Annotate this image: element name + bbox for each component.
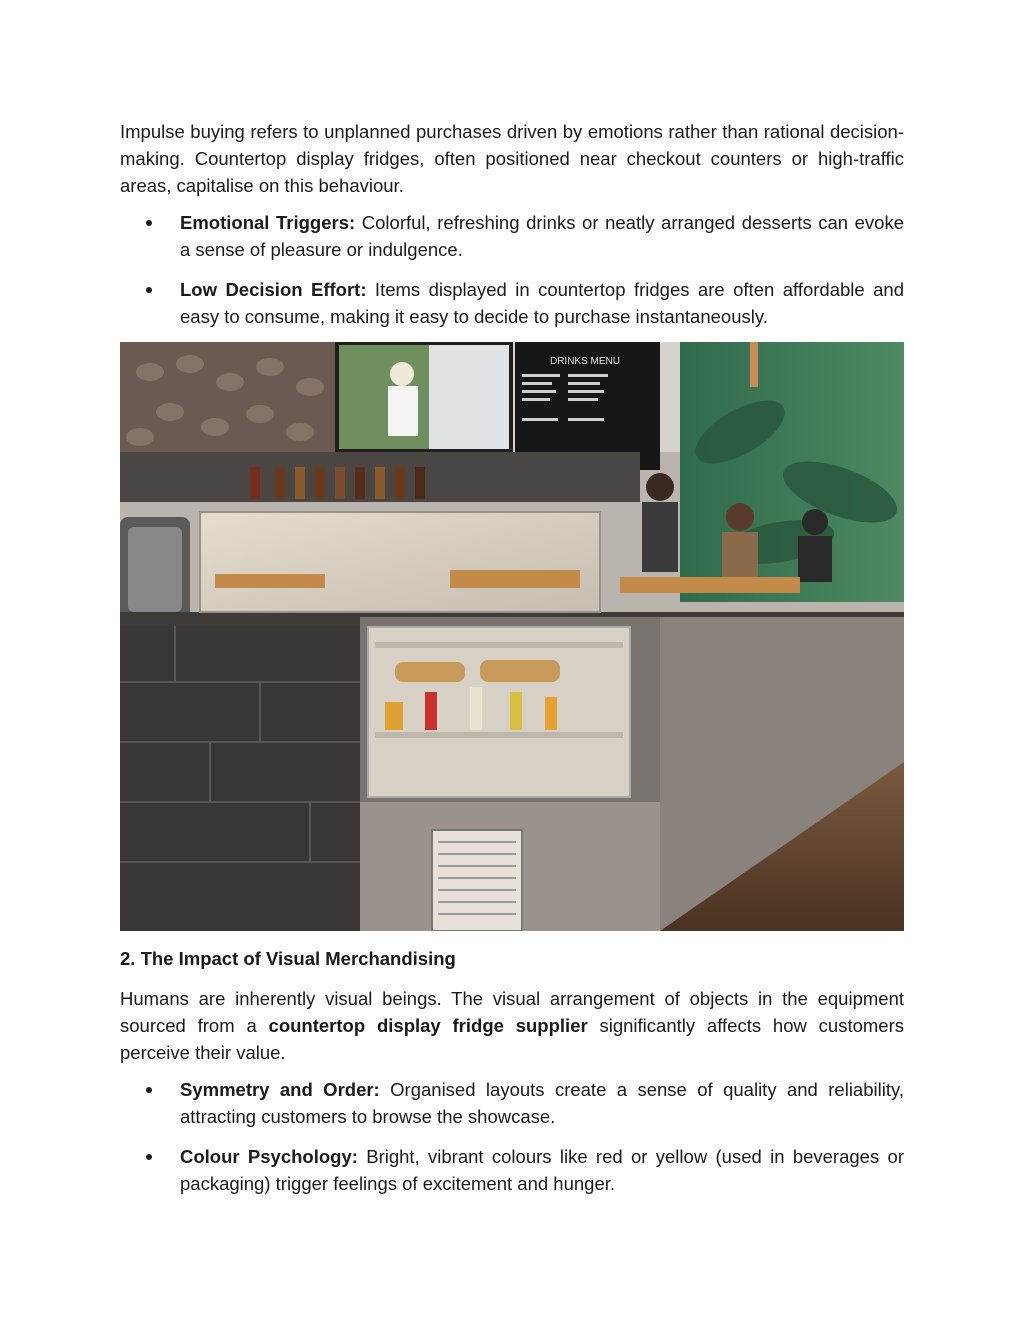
cafe-counter-photo [120, 342, 904, 931]
bullet-symmetry-order [120, 1076, 904, 1130]
section-paragraph-before: Humans are inherently visual beings. The visual arrangement of objects in the equipment sourced from a [120, 988, 904, 1036]
section-paragraph-after: significantly affects how customers perceive their value. [120, 1015, 904, 1063]
bullet-list-impulse [120, 209, 904, 330]
bullet-term: Low Decision Effort: [180, 279, 367, 300]
bullet-text: Items displayed in countertop fridges are often affordable and easy to consume, making it easy to decide to purchase instantaneously. [180, 279, 904, 327]
bullet-dot-icon [146, 1154, 152, 1160]
bullet-text: Colorful, refreshing drinks or neatly arranged desserts can evoke a sense of pleasure or indulgence. [180, 212, 904, 260]
bullet-term: Symmetry and Order: [180, 1079, 380, 1100]
section-paragraph [120, 985, 904, 1066]
cafe-counter-illustration [120, 342, 904, 931]
section-heading: 2. The Impact of Visual Merchandising [120, 948, 456, 969]
bullet-dot-icon [146, 1087, 152, 1093]
intro-paragraph: Impulse buying refers to unplanned purchases driven by emotions rather than rational decision-making. Countertop display fridges, often positioned near checkout counters or high-traffic areas, capitalise on this behaviour. [120, 121, 904, 196]
bullet-colour-psychology [120, 1143, 904, 1197]
bullet-dot-icon [146, 287, 152, 293]
bullet-low-decision-effort [120, 276, 904, 330]
bullet-emotional-triggers [120, 209, 904, 263]
bullet-list-visual [120, 1076, 904, 1197]
menu-board-title: DRINKS MENU [549, 356, 621, 367]
supplier-link-text: countertop display fridge supplier [268, 1015, 588, 1036]
bullet-text: Organised layouts create a sense of quality and reliability, attracting customers to browse the showcase. [180, 1079, 904, 1127]
bullet-dot-icon [146, 220, 152, 226]
bullet-text: Bright, vibrant colours like red or yellow (used in beverages or packaging) trigger feelings of excitement and hunger. [180, 1146, 904, 1194]
document-page [120, 118, 904, 1210]
bullet-term: Colour Psychology: [180, 1146, 358, 1167]
bullet-term: Emotional Triggers: [180, 212, 356, 233]
